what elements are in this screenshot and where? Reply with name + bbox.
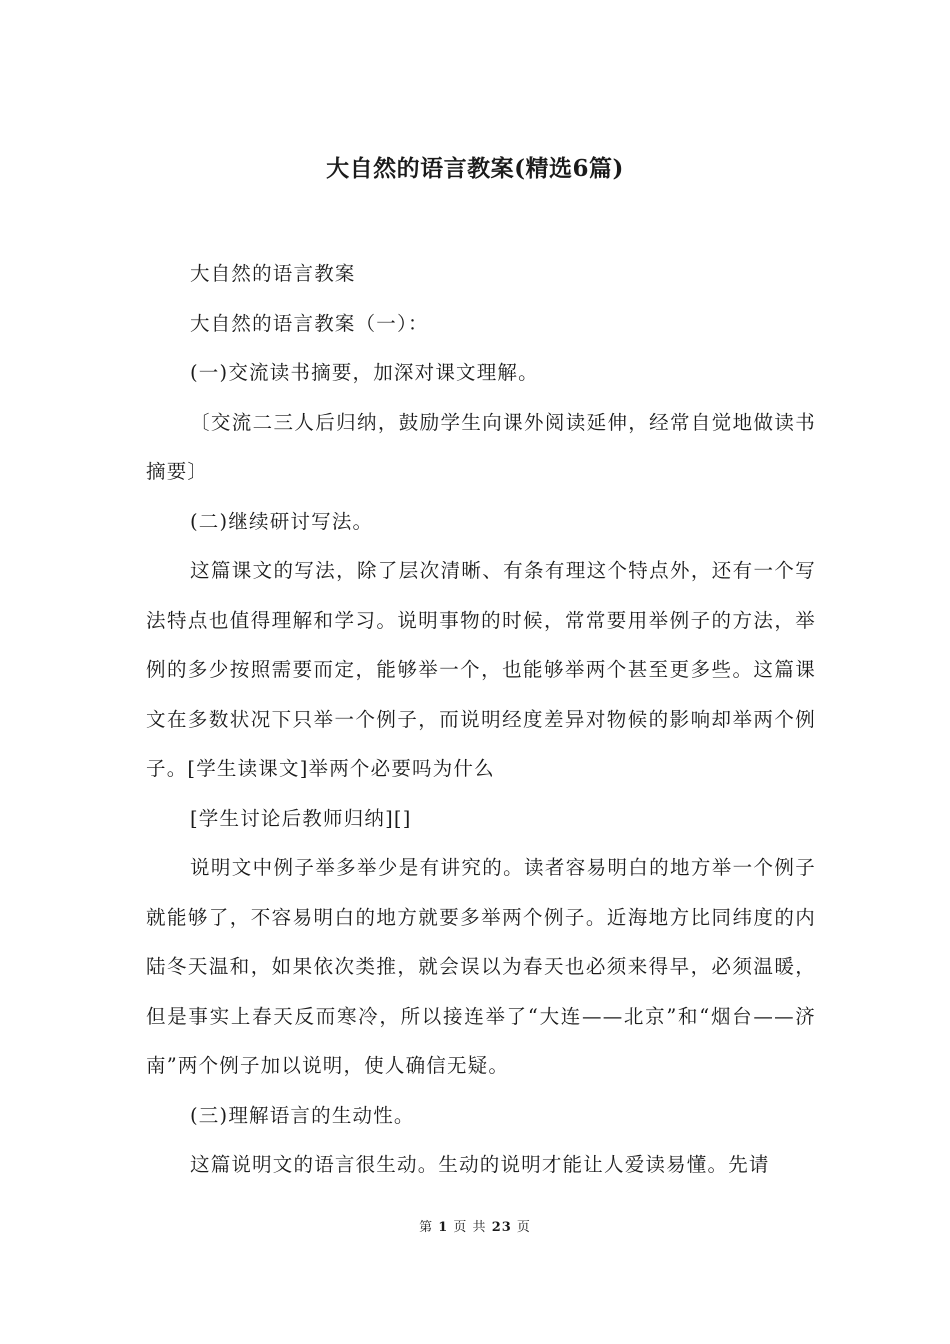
paragraph: 说明文中例子举多举少是有讲究的。读者容易明白的地方举一个例子就能够了，不容易明白的地方就要多举两个例子。近海地方比同纬度的内陆冬天温和，如果依次类推，就会误以为春天也必须来得早，必须温暖，但是事实上春天反而寒冷，所以接连举了“大连——北京”和“烟台——济南”两个例子加以说明，使人确信无疑。: [146, 856, 816, 1077]
paragraph: 这篇课文的写法，除了层次清晰、有条有理这个特点外，还有一个写法特点也值得理解和学习。说明事物的时候，常常要用举例子的方法，举例的多少按照需要而定，能够举一个，也能够举两个甚至更多些。这篇课文在多数状况下只举一个例子，而说明经度差异对物候的影响却举两个例子。[学生读课文]举两个必要吗为什么: [146, 559, 816, 780]
paragraph: [学生讨论后教师归纳][]: [190, 806, 412, 830]
paragraph: 这篇说明文的语言很生动。生动的说明才能让人爱读易懂。先请: [190, 1153, 770, 1176]
paragraph: 〔交流二三人后归纳，鼓励学生向课外阅读延伸，经常自觉地做读书摘要〕: [146, 410, 816, 483]
paragraph: (一)交流读书摘要，加深对课文理解。: [190, 361, 539, 384]
footer-prefix: 第: [419, 1220, 434, 1235]
paragraph: 大自然的语言教案: [190, 262, 356, 285]
document-title: 大自然的语言教案(精选6篇): [326, 155, 624, 182]
document-body: [146, 249, 816, 1190]
footer-page-number: 1: [438, 1220, 449, 1235]
footer-total-pages: 23: [491, 1220, 512, 1235]
paragraph: 大自然的语言教案（一）：: [190, 311, 429, 335]
footer-suffix: 页: [516, 1220, 531, 1235]
page-footer: [0, 1216, 950, 1235]
footer-middle: 页 共: [453, 1220, 487, 1235]
paragraph: (三)理解语言的生动性。: [190, 1103, 415, 1127]
paragraph: (二)继续研讨写法。: [190, 509, 374, 533]
